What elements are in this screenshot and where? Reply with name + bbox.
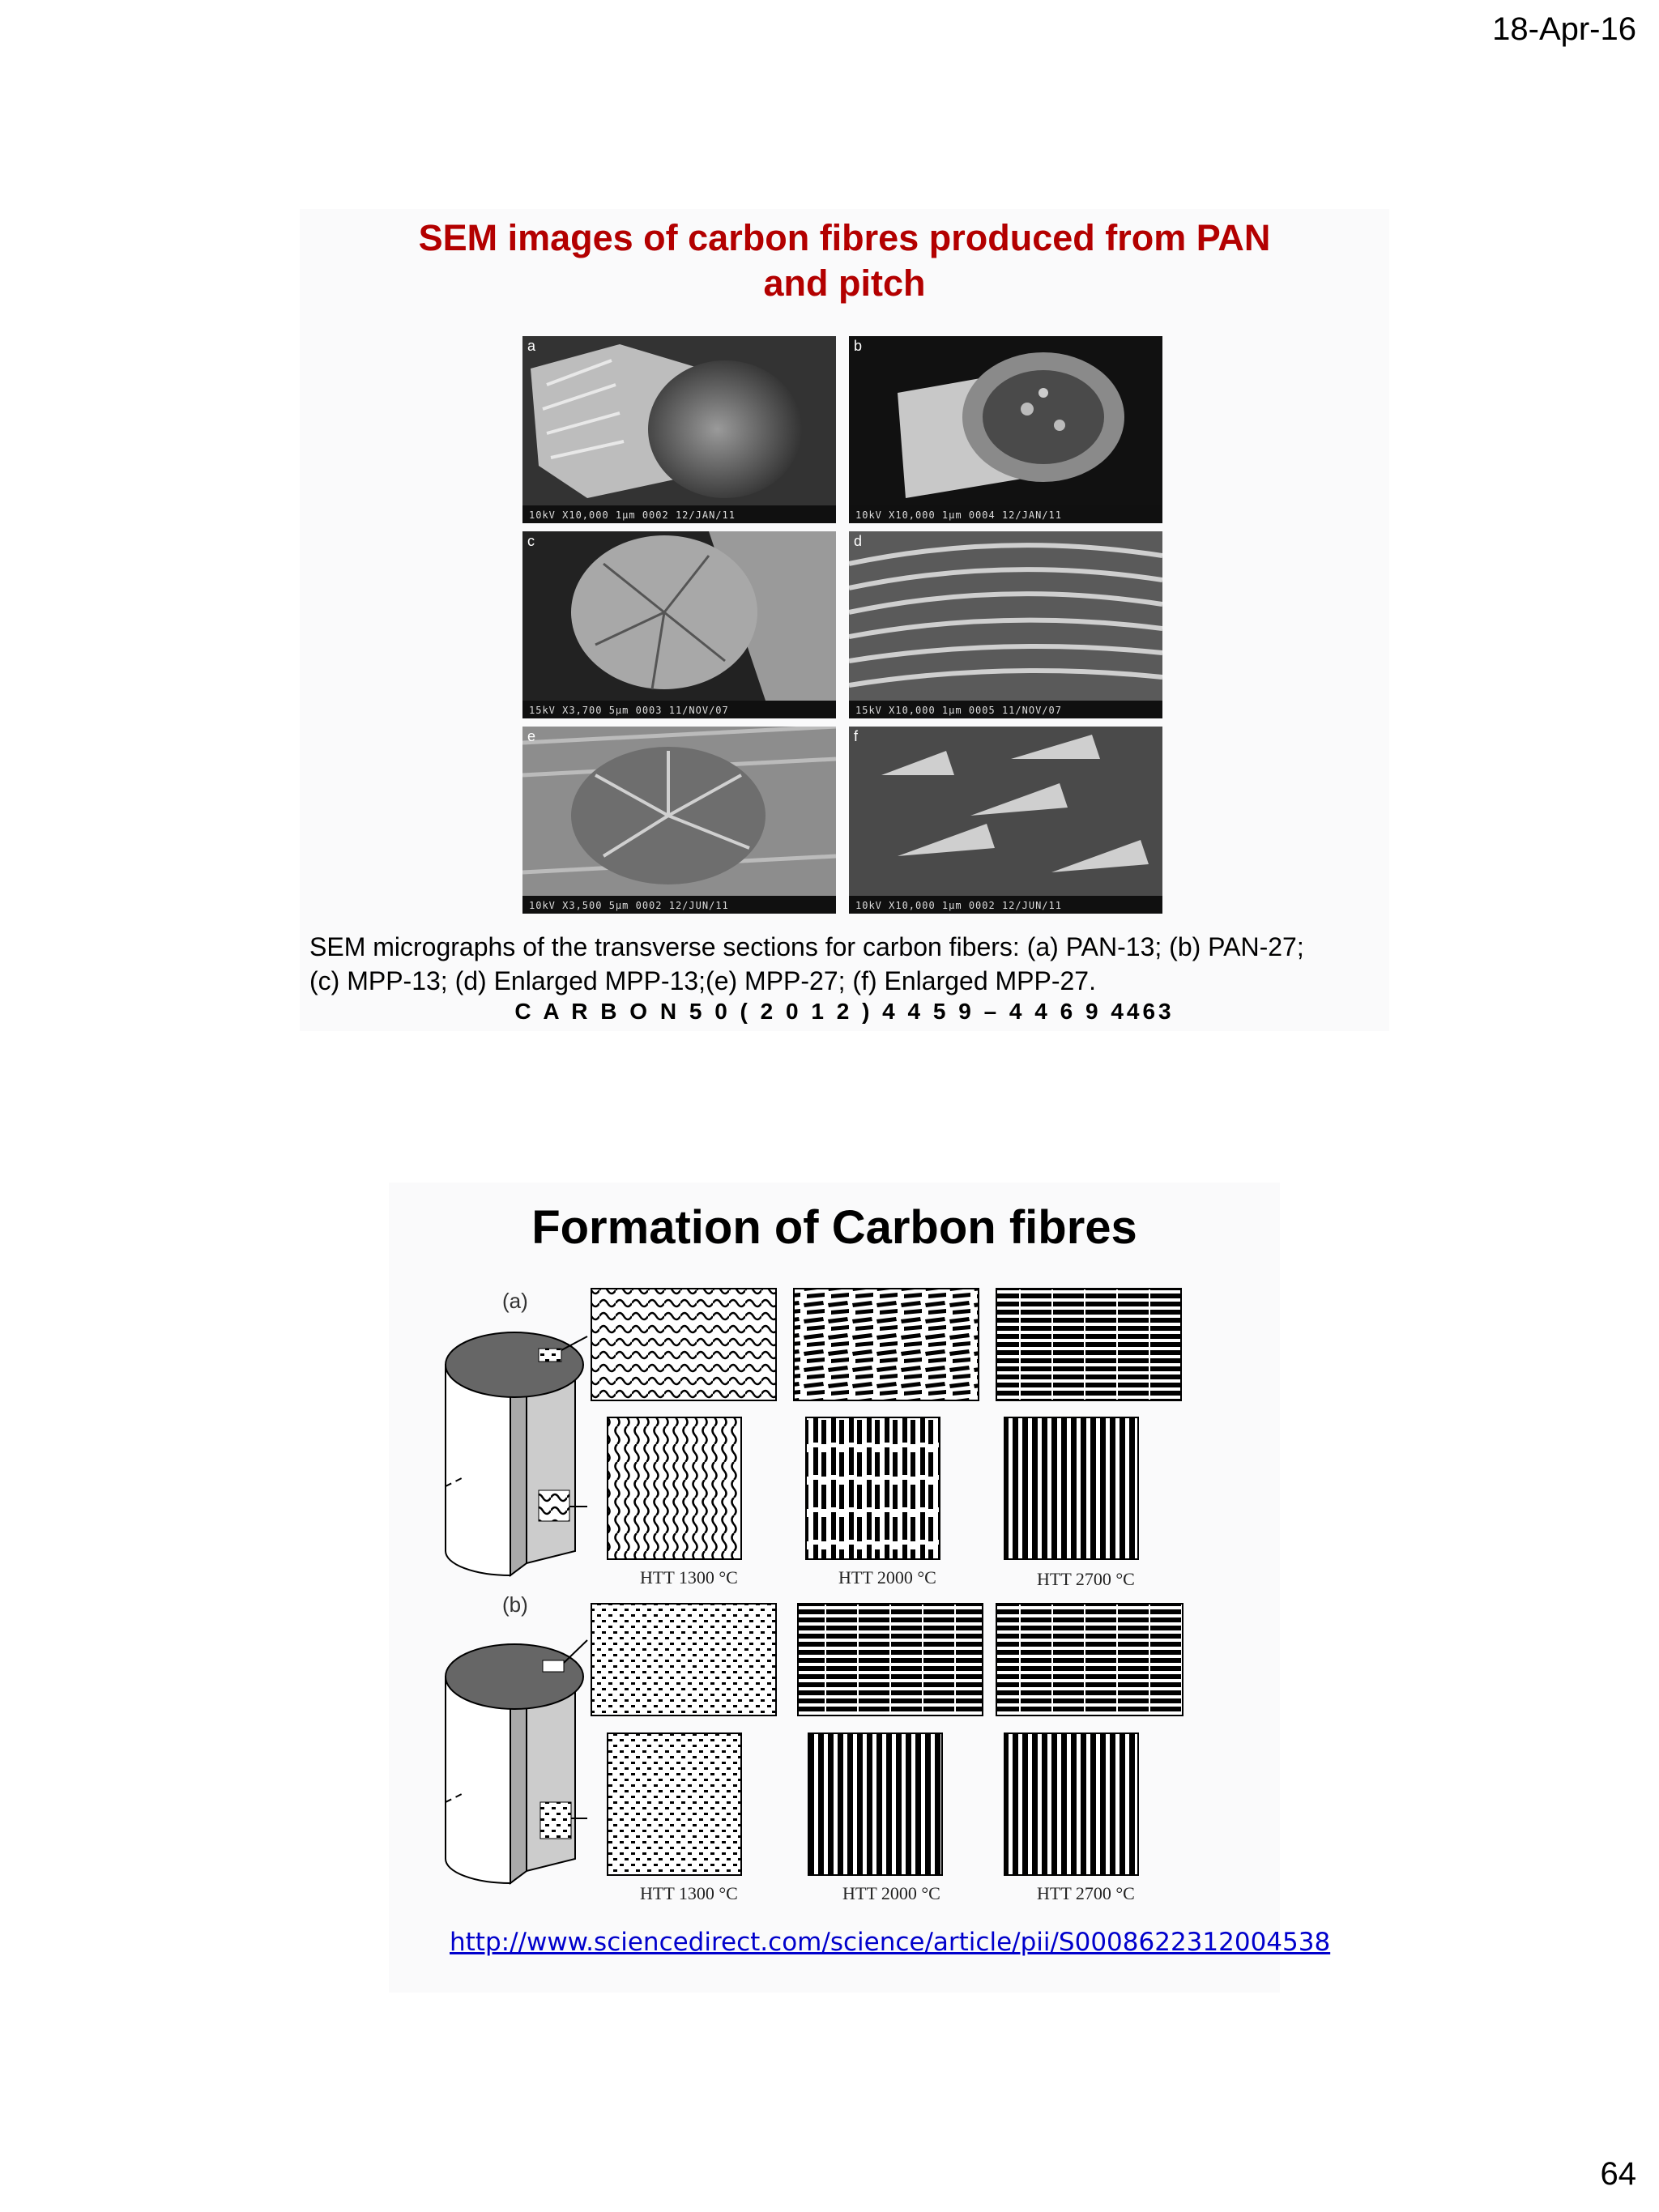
htt-label-1300-a: HTT 1300 °C bbox=[640, 1567, 738, 1588]
source-link[interactable]: http://www.sciencedirect.com/science/article/pii/S0008622312004538 bbox=[450, 1928, 1331, 1957]
caption-line1: SEM micrographs of the transverse sections for carbon fibers: (a) PAN-13; (b) PAN-27; bbox=[309, 932, 1304, 961]
panel-info: 10kV X10,000 1μm 0002 12/JUN/11 bbox=[855, 900, 1062, 911]
panel-info: 10kV X10,000 1μm 0004 12/JAN/11 bbox=[855, 509, 1062, 521]
panel-info: 15kV X10,000 1μm 0005 11/NOV/07 bbox=[855, 705, 1062, 716]
longitudinal-b-2700 bbox=[1004, 1733, 1138, 1875]
slide-formation bbox=[389, 1183, 1280, 1993]
panel-letter: d bbox=[854, 533, 863, 549]
slide2-title: Formation of Carbon fibres bbox=[531, 1201, 1137, 1254]
sem-panel-e bbox=[522, 727, 836, 914]
slide1-title bbox=[300, 215, 1389, 306]
cross-section-a-2700 bbox=[996, 1289, 1181, 1400]
longitudinal-b-2000 bbox=[808, 1733, 942, 1875]
label-a: (a) bbox=[502, 1289, 528, 1313]
cross-section-b-2000 bbox=[798, 1604, 983, 1715]
sem-image-c bbox=[522, 531, 836, 701]
cross-section-a-2000 bbox=[794, 1289, 979, 1400]
sem-image-a bbox=[522, 336, 836, 505]
panel-info: 10kV X10,000 1μm 0002 12/JAN/11 bbox=[529, 509, 736, 521]
panel-info: 10kV X3,500 5μm 0002 12/JUN/11 bbox=[529, 900, 729, 911]
panel-letter: f bbox=[854, 728, 859, 744]
sem-panel-a bbox=[522, 336, 836, 523]
slide1-title-line2: and pitch bbox=[763, 262, 926, 304]
htt-label-2700-b: HTT 2700 °C bbox=[1037, 1883, 1135, 1903]
fibre-cylinder-b bbox=[446, 1640, 587, 1883]
slide-sem-images bbox=[300, 209, 1389, 1031]
panel-letter: b bbox=[854, 338, 863, 354]
panel-info: 15kV X3,700 5μm 0003 11/NOV/07 bbox=[529, 705, 729, 716]
htt-label-2700-a: HTT 2700 °C bbox=[1037, 1569, 1135, 1589]
sem-micrograph-grid bbox=[522, 336, 1162, 914]
longitudinal-b-1300 bbox=[608, 1733, 741, 1875]
panel-letter: e bbox=[527, 728, 536, 744]
page-number: 64 bbox=[1600, 2156, 1636, 2192]
sem-image-d bbox=[849, 531, 1162, 701]
sem-panel-d bbox=[849, 531, 1162, 718]
panel-letter: a bbox=[527, 338, 536, 354]
fibre-cylinder-a bbox=[446, 1332, 587, 1575]
sem-image-f bbox=[849, 727, 1162, 896]
cross-section-b-2700 bbox=[996, 1604, 1183, 1715]
htt-label-2000-a: HTT 2000 °C bbox=[838, 1567, 936, 1588]
sem-panel-c bbox=[522, 531, 836, 718]
sem-panel-f bbox=[849, 727, 1162, 914]
journal-citation: C A R B O N 5 0 ( 2 0 1 2 ) 4 4 5 9 – 4 4 6 9 4463 bbox=[514, 999, 1175, 1024]
longitudinal-a-2700 bbox=[1004, 1417, 1138, 1559]
htt-label-2000-b: HTT 2000 °C bbox=[842, 1883, 940, 1903]
label-b: (b) bbox=[502, 1592, 528, 1617]
sem-image-b bbox=[849, 336, 1162, 505]
cross-section-a-1300 bbox=[591, 1289, 776, 1400]
slide1-title-line1: SEM images of carbon fibres produced from PAN bbox=[418, 217, 1271, 258]
figure-caption bbox=[309, 930, 1387, 998]
slide-date: 18-Apr-16 bbox=[1492, 11, 1636, 47]
cross-section-b-1300 bbox=[591, 1604, 776, 1715]
longitudinal-a-1300 bbox=[608, 1417, 741, 1559]
htt-label-1300-b: HTT 1300 °C bbox=[640, 1883, 738, 1903]
longitudinal-a-2000 bbox=[806, 1417, 940, 1559]
caption-line2: (c) MPP-13; (d) Enlarged MPP-13;(e) MPP-27; (f) Enlarged MPP-27. bbox=[309, 966, 1096, 995]
sem-image-e bbox=[522, 727, 836, 896]
fibre-structure-diagram bbox=[437, 1284, 1231, 1932]
panel-letter: c bbox=[527, 533, 535, 549]
sem-panel-b bbox=[849, 336, 1162, 523]
